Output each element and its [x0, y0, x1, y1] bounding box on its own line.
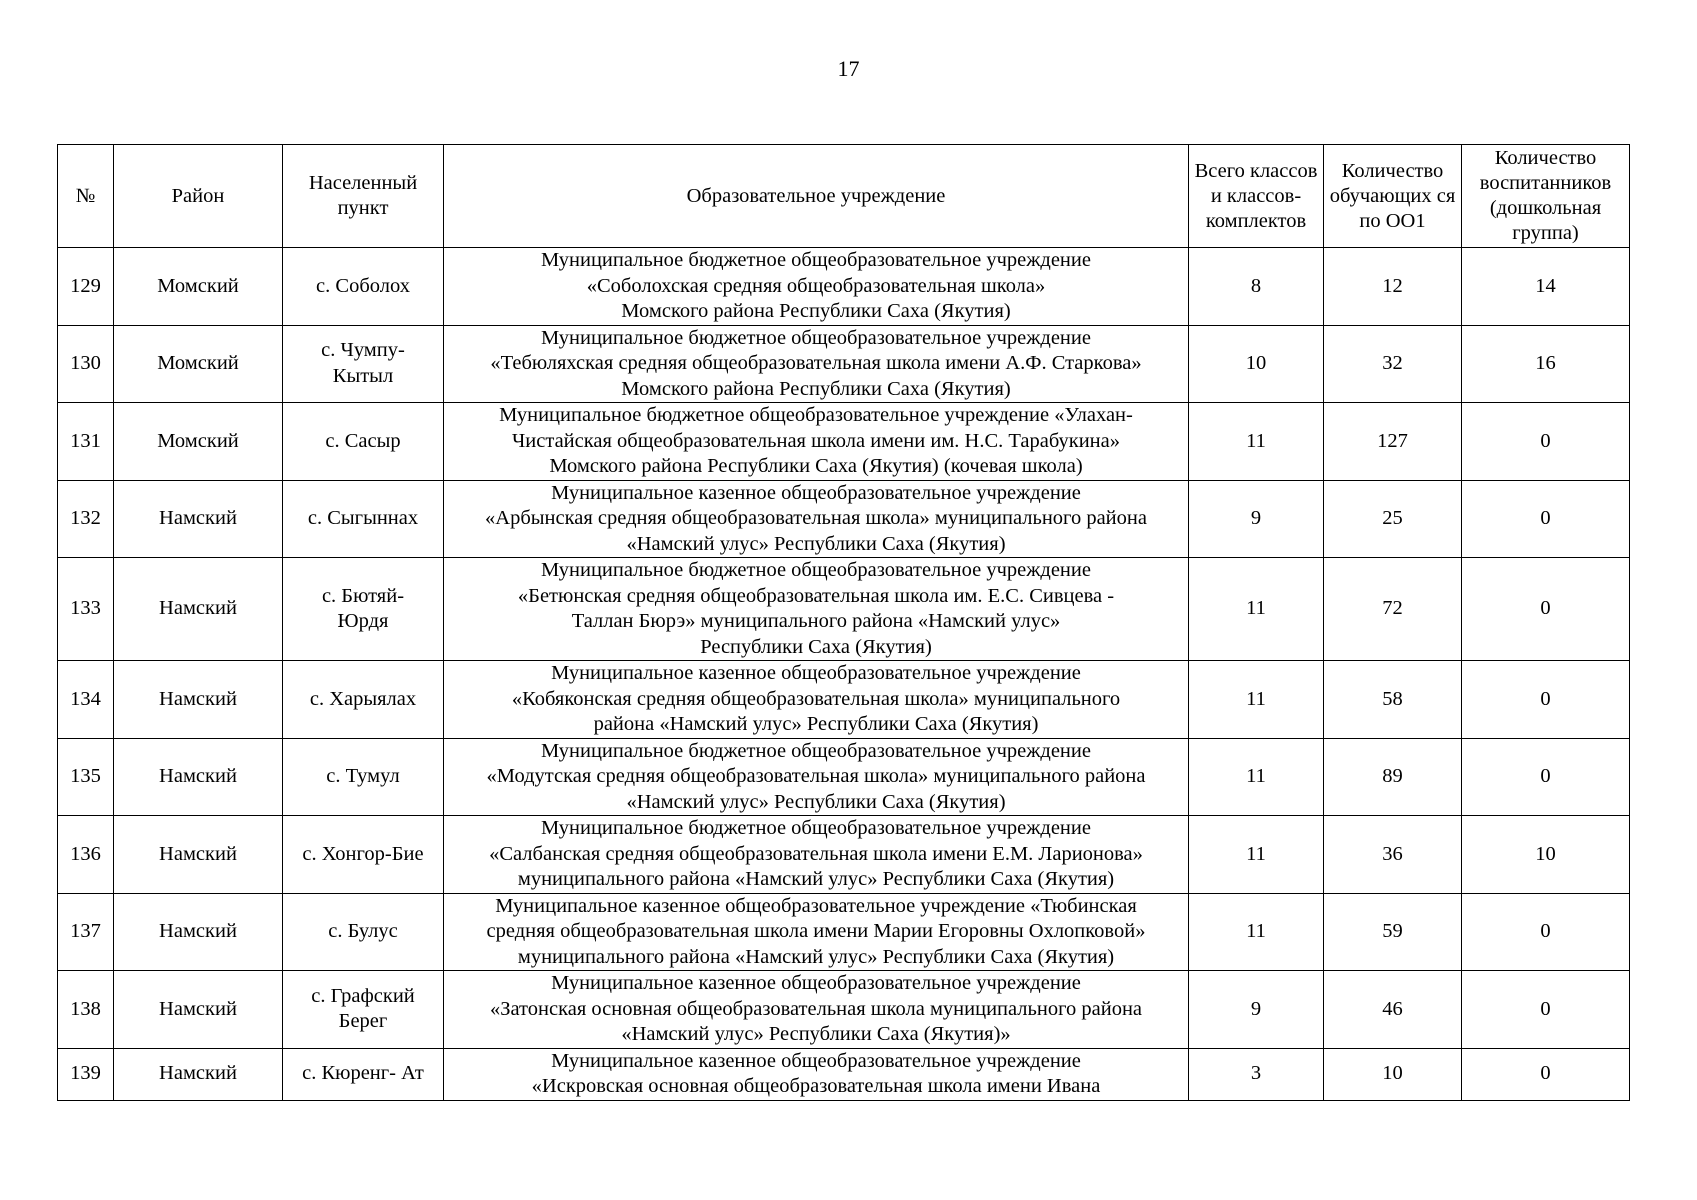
cell-classes: 10 — [1189, 325, 1324, 403]
cell-number: 129 — [58, 248, 114, 326]
cell-classes: 3 — [1189, 1048, 1324, 1100]
header-classes: Всего классов и классов-комплектов — [1189, 145, 1324, 248]
cell-institution: Муниципальное бюджетное общеобразовательное учреждение «Соболохская средняя общеобразовательная школа» Момского района Республики Саха (Якутия) — [444, 248, 1189, 326]
header-institution: Образовательное учреждение — [444, 145, 1189, 248]
cell-settlement: с. Графский Берег — [283, 971, 444, 1049]
table-row — [58, 893, 1630, 971]
table-row — [58, 325, 1630, 403]
cell-institution: Муниципальное бюджетное общеобразовательное учреждение «Модутская средняя общеобразовательная школа» муниципального района «Намский улус» Республики Саха (Якутия) — [444, 738, 1189, 816]
cell-number: 133 — [58, 558, 114, 661]
cell-settlement: с. Харыялах — [283, 661, 444, 739]
cell-preschool: 16 — [1462, 325, 1630, 403]
cell-settlement: с. Кюренг- Ат — [283, 1048, 444, 1100]
cell-number: 134 — [58, 661, 114, 739]
cell-number: 139 — [58, 1048, 114, 1100]
cell-students: 72 — [1324, 558, 1462, 661]
header-students: Количество обучающих ся по ОО1 — [1324, 145, 1462, 248]
cell-students: 12 — [1324, 248, 1462, 326]
cell-institution: Муниципальное бюджетное общеобразовательное учреждение «Улахан- Чистайская общеобразовательная школа имени им. Н.С. Тарабукина» Момского района Республики Саха (Якутия) (кочевая школа) — [444, 403, 1189, 481]
cell-students: 58 — [1324, 661, 1462, 739]
cell-settlement: с. Чумпу- Кытыл — [283, 325, 444, 403]
cell-preschool: 0 — [1462, 558, 1630, 661]
cell-preschool: 0 — [1462, 480, 1630, 558]
header-settlement: Населенный пункт — [283, 145, 444, 248]
cell-classes: 9 — [1189, 971, 1324, 1049]
cell-number: 138 — [58, 971, 114, 1049]
cell-preschool: 10 — [1462, 816, 1630, 894]
cell-district: Намский — [114, 893, 283, 971]
cell-classes: 11 — [1189, 893, 1324, 971]
cell-classes: 11 — [1189, 558, 1324, 661]
cell-students: 59 — [1324, 893, 1462, 971]
cell-preschool: 0 — [1462, 403, 1630, 481]
header-preschool: Количество воспитанников (дошкольная группа) — [1462, 145, 1630, 248]
cell-institution: Муниципальное казенное общеобразовательное учреждение «Затонская основная общеобразовательная школа муниципального района «Намский улус» Республики Саха (Якутия)» — [444, 971, 1189, 1049]
cell-district: Намский — [114, 1048, 283, 1100]
cell-settlement: с. Хонгор-Бие — [283, 816, 444, 894]
cell-classes: 11 — [1189, 661, 1324, 739]
cell-students: 127 — [1324, 403, 1462, 481]
cell-preschool: 14 — [1462, 248, 1630, 326]
cell-institution: Муниципальное казенное общеобразовательное учреждение «Кобяконская средняя общеобразовательная школа» муниципального района «Намский улус» Республики Саха (Якутия) — [444, 661, 1189, 739]
cell-district: Намский — [114, 480, 283, 558]
cell-classes: 11 — [1189, 738, 1324, 816]
schools-table — [57, 144, 1630, 1101]
cell-district: Момский — [114, 403, 283, 481]
cell-classes: 8 — [1189, 248, 1324, 326]
header-number: № — [58, 145, 114, 248]
cell-classes: 11 — [1189, 403, 1324, 481]
cell-settlement: с. Бютяй- Юрдя — [283, 558, 444, 661]
cell-preschool: 0 — [1462, 661, 1630, 739]
cell-classes: 11 — [1189, 816, 1324, 894]
cell-district: Намский — [114, 816, 283, 894]
cell-number: 131 — [58, 403, 114, 481]
cell-number: 137 — [58, 893, 114, 971]
cell-students: 25 — [1324, 480, 1462, 558]
cell-district: Намский — [114, 661, 283, 739]
cell-institution: Муниципальное казенное общеобразовательное учреждение «Искровская основная общеобразовательная школа имени Ивана — [444, 1048, 1189, 1100]
cell-number: 130 — [58, 325, 114, 403]
cell-district: Намский — [114, 738, 283, 816]
table-header-row — [58, 145, 1630, 248]
cell-institution: Муниципальное бюджетное общеобразовательное учреждение «Салбанская средняя общеобразовательная школа имени Е.М. Ларионова» муниципального района «Намский улус» Республики Саха (Якутия) — [444, 816, 1189, 894]
table-body — [58, 248, 1630, 1101]
table-row — [58, 971, 1630, 1049]
cell-classes: 9 — [1189, 480, 1324, 558]
cell-students: 89 — [1324, 738, 1462, 816]
page-number: 17 — [837, 56, 860, 81]
table-row — [58, 558, 1630, 661]
cell-students: 36 — [1324, 816, 1462, 894]
cell-preschool: 0 — [1462, 893, 1630, 971]
cell-institution: Муниципальное бюджетное общеобразовательное учреждение «Тебюляхская средняя общеобразовательная школа имени А.Ф. Старкова» Момского района Республики Саха (Якутия) — [444, 325, 1189, 403]
table-row — [58, 661, 1630, 739]
table-row — [58, 1048, 1630, 1100]
cell-district: Момский — [114, 248, 283, 326]
cell-district: Намский — [114, 558, 283, 661]
cell-preschool: 0 — [1462, 971, 1630, 1049]
cell-settlement: с. Сыгыннах — [283, 480, 444, 558]
cell-institution: Муниципальное казенное общеобразовательное учреждение «Тюбинская средняя общеобразовательная школа имени Марии Егоровны Охлопковой» муниципального района «Намский улус» Республики Саха (Якутия) — [444, 893, 1189, 971]
cell-settlement: с. Булус — [283, 893, 444, 971]
table-row — [58, 816, 1630, 894]
cell-number: 136 — [58, 816, 114, 894]
table-row — [58, 738, 1630, 816]
table-row — [58, 248, 1630, 326]
cell-settlement: с. Соболох — [283, 248, 444, 326]
cell-institution: Муниципальное бюджетное общеобразовательное учреждение «Бетюнская средняя общеобразовательная школа им. Е.С. Сивцева - Таллан Бюрэ» муниципального района «Намский улус» Республики Саха (Якутия) — [444, 558, 1189, 661]
cell-students: 10 — [1324, 1048, 1462, 1100]
cell-preschool: 0 — [1462, 1048, 1630, 1100]
table-row — [58, 403, 1630, 481]
cell-institution: Муниципальное казенное общеобразовательное учреждение «Арбынская средняя общеобразовательная школа» муниципального района «Намский улус» Республики Саха (Якутия) — [444, 480, 1189, 558]
table-row — [58, 480, 1630, 558]
cell-students: 46 — [1324, 971, 1462, 1049]
header-district: Район — [114, 145, 283, 248]
cell-district: Намский — [114, 971, 283, 1049]
cell-district: Момский — [114, 325, 283, 403]
cell-settlement: с. Тумул — [283, 738, 444, 816]
cell-preschool: 0 — [1462, 738, 1630, 816]
cell-students: 32 — [1324, 325, 1462, 403]
cell-settlement: с. Сасыр — [283, 403, 444, 481]
cell-number: 132 — [58, 480, 114, 558]
cell-number: 135 — [58, 738, 114, 816]
